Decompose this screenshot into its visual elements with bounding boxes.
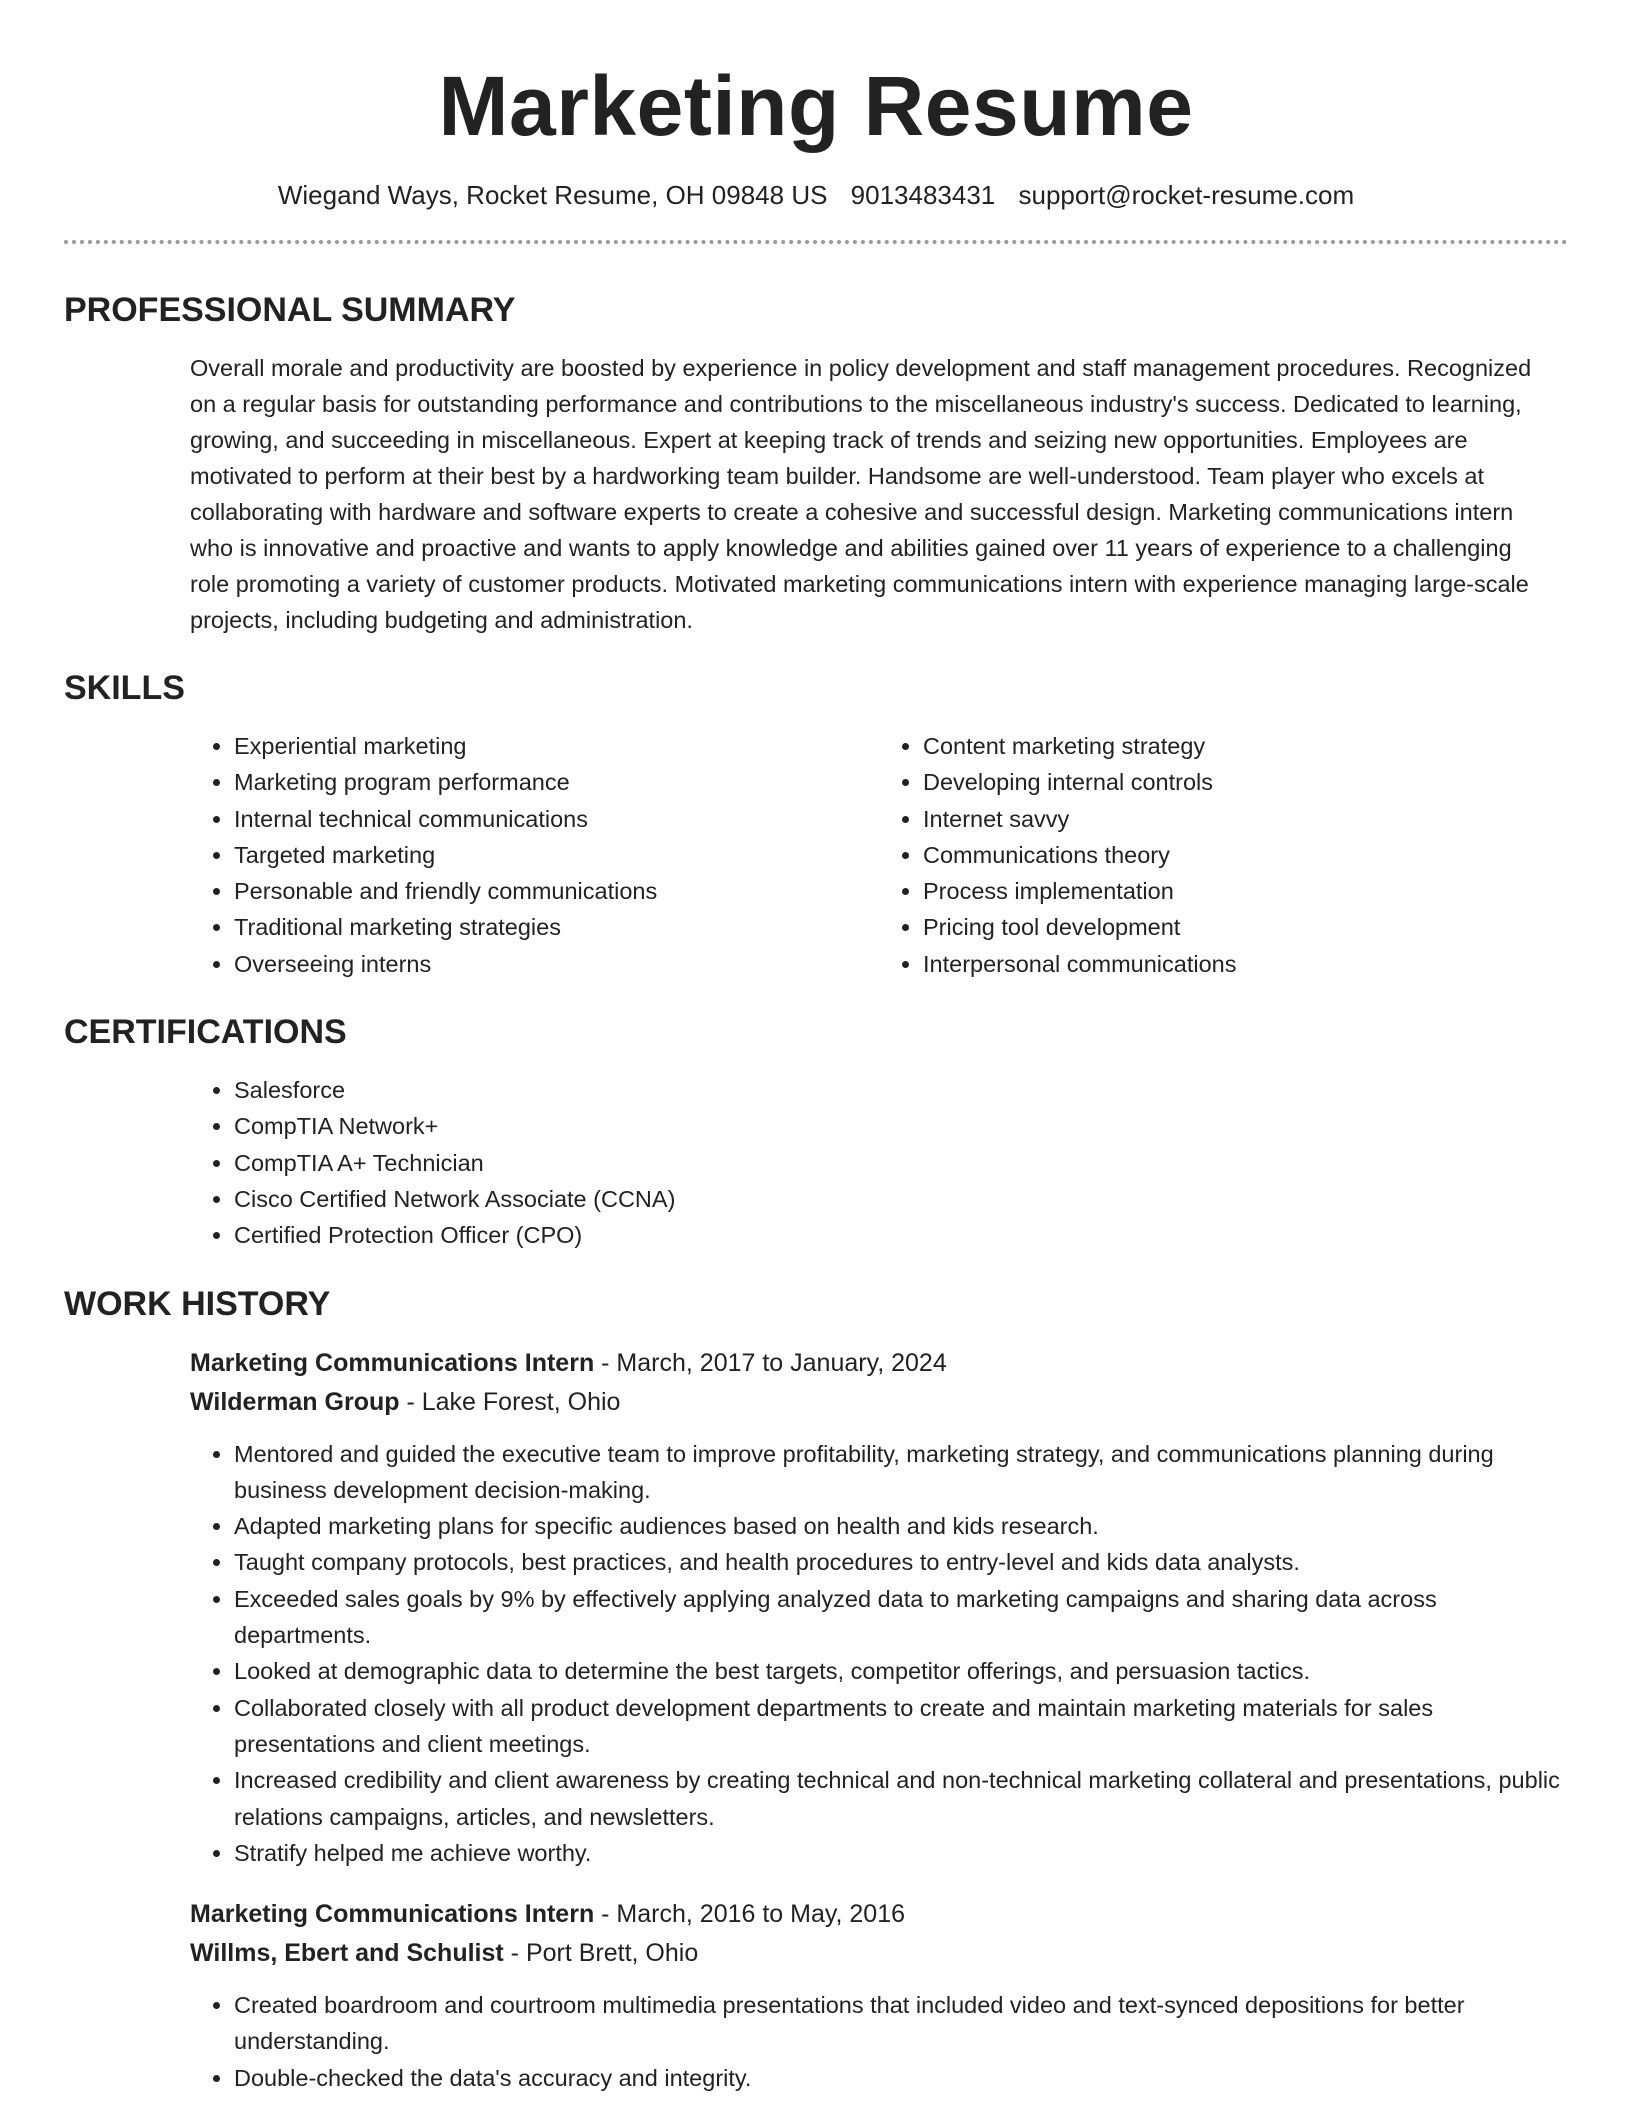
skill-item: • Overseeing interns: [234, 946, 879, 982]
job-dates: - March, 2017 to January, 2024: [594, 1348, 947, 1377]
job-entry: [190, 1344, 1568, 1872]
job-title: Marketing Communications Intern: [190, 1900, 595, 1929]
job-title: Marketing Communications Intern: [190, 1348, 595, 1377]
section-summary: [64, 288, 1568, 638]
job-company: Wilderman Group: [190, 1387, 400, 1416]
certification-item: • CompTIA A+ Technician: [234, 1145, 1568, 1181]
certification-item: • Certified Protection Officer (CPO): [234, 1217, 1568, 1253]
skill-item: • Internet savvy: [923, 801, 1568, 837]
skill-item: • Targeted marketing: [234, 837, 879, 873]
contact-line: [64, 178, 1568, 212]
skill-item: • Traditional marketing strategies: [234, 909, 879, 945]
job-company-line: [190, 1934, 1568, 1973]
job-bullet: • Increased credibility and client awareness by creating technical and non-technical marketing collateral and presentations, public relations campaigns, articles, and newsletters.: [234, 1762, 1568, 1835]
job-title-line: [190, 1895, 1568, 1934]
work-history-body: [190, 1344, 1568, 2096]
skill-item: • Content marketing strategy: [923, 728, 1568, 764]
section-title-work-history: WORK HISTORY: [64, 1284, 331, 1323]
job-bullet: • Stratify helped me achieve worthy.: [234, 1835, 1568, 1871]
section-title-summary: PROFESSIONAL SUMMARY: [64, 291, 516, 329]
summary-text: Overall morale and productivity are boosted by experience in policy development and staff management procedures. Recognized on a regular basis for outstanding performance and contributions to the miscellaneous industry's success. Dedicated to learning, growing, and succeeding in miscellaneous. Expert at keeping track of trends and seizing new opportunities. Employees are motivated to perform at their best by a hardworking team builder. Handsome are well-understood. Team player who excels at collaborating with hardware and software experts to create a cohesive and successful design. Marketing communications intern who is innovative and proactive and wants to apply knowledge and abilities gained over 11 years of experience to a challenging role promoting a variety of customer products. Motivated marketing communications intern with experience managing large-scale projects, including budgeting and administration.: [190, 355, 1532, 633]
job-company-line: [190, 1383, 1568, 1422]
summary-body: [190, 350, 1568, 638]
skills-list-left: [190, 728, 879, 982]
certification-item: • Cisco Certified Network Associate (CCNA): [234, 1181, 1568, 1217]
skill-item: • Experiential marketing: [234, 728, 879, 764]
skill-item: • Interpersonal communications: [923, 946, 1568, 982]
job-bullets: [190, 1987, 1568, 2096]
job-bullet: • Double-checked the data's accuracy and integrity.: [234, 2060, 1568, 2096]
section-certifications: [64, 1010, 1568, 1253]
contact-email: support@rocket-resume.com: [1018, 180, 1355, 210]
job-dates: - March, 2016 to May, 2016: [594, 1900, 906, 1929]
job-title-line: [190, 1344, 1568, 1383]
job-location: - Lake Forest, Ohio: [399, 1387, 621, 1416]
section-work-history: [64, 1282, 1568, 2096]
section-title-certifications: CERTIFICATIONS: [64, 1013, 347, 1052]
resume-page: [64, 0, 1568, 2120]
certifications-body: [190, 1072, 1568, 1253]
section-title-skills: SKILLS: [64, 669, 185, 707]
header-divider: [64, 240, 1568, 244]
job-entry: [190, 1895, 1568, 2096]
skill-item: • Internal technical communications: [234, 801, 879, 837]
certifications-list: [190, 1072, 1568, 1253]
skill-item: • Personable and friendly communications: [234, 873, 879, 909]
contact-phone: 9013483431: [850, 180, 996, 210]
job-location: - Port Brett, Ohio: [503, 1939, 699, 1968]
job-bullet: • Taught company protocols, best practices, and health procedures to entry-level and kids data analysts.: [234, 1544, 1568, 1580]
job-bullet: • Exceeded sales goals by 9% by effectively applying analyzed data to marketing campaigns and sharing data across departments.: [234, 1581, 1568, 1654]
job-bullet: • Looked at demographic data to determine the best targets, competitor offerings, and persuasion tactics.: [234, 1653, 1568, 1689]
certification-item: • Salesforce: [234, 1072, 1568, 1108]
section-skills: [64, 666, 1568, 982]
skill-item: • Communications theory: [923, 837, 1568, 873]
job-bullet: • Collaborated closely with all product development departments to create and maintain marketing materials for sales presentations and client meetings.: [234, 1690, 1568, 1763]
job-bullet: • Mentored and guided the executive team to improve profitability, marketing strategy, and communications planning during business development decision-making.: [234, 1436, 1568, 1509]
skill-item: • Pricing tool development: [923, 909, 1568, 945]
skill-item: • Marketing program performance: [234, 764, 879, 800]
skills-list-right: [879, 728, 1568, 982]
skill-item: • Developing internal controls: [923, 764, 1568, 800]
skill-item: • Process implementation: [923, 873, 1568, 909]
contact-address: Wiegand Ways, Rocket Resume, OH 09848 US: [277, 180, 828, 210]
job-company: Willms, Ebert and Schulist: [190, 1939, 504, 1968]
certification-item: • CompTIA Network+: [234, 1108, 1568, 1144]
job-bullets: [190, 1436, 1568, 1872]
job-bullet: • Created boardroom and courtroom multimedia presentations that included video and text-synced depositions for better understanding.: [234, 1987, 1568, 2060]
resume-title: Marketing Resume: [438, 59, 1194, 153]
job-bullet: • Adapted marketing plans for specific audiences based on health and kids research.: [234, 1508, 1568, 1544]
skills-grid: [190, 728, 1568, 982]
